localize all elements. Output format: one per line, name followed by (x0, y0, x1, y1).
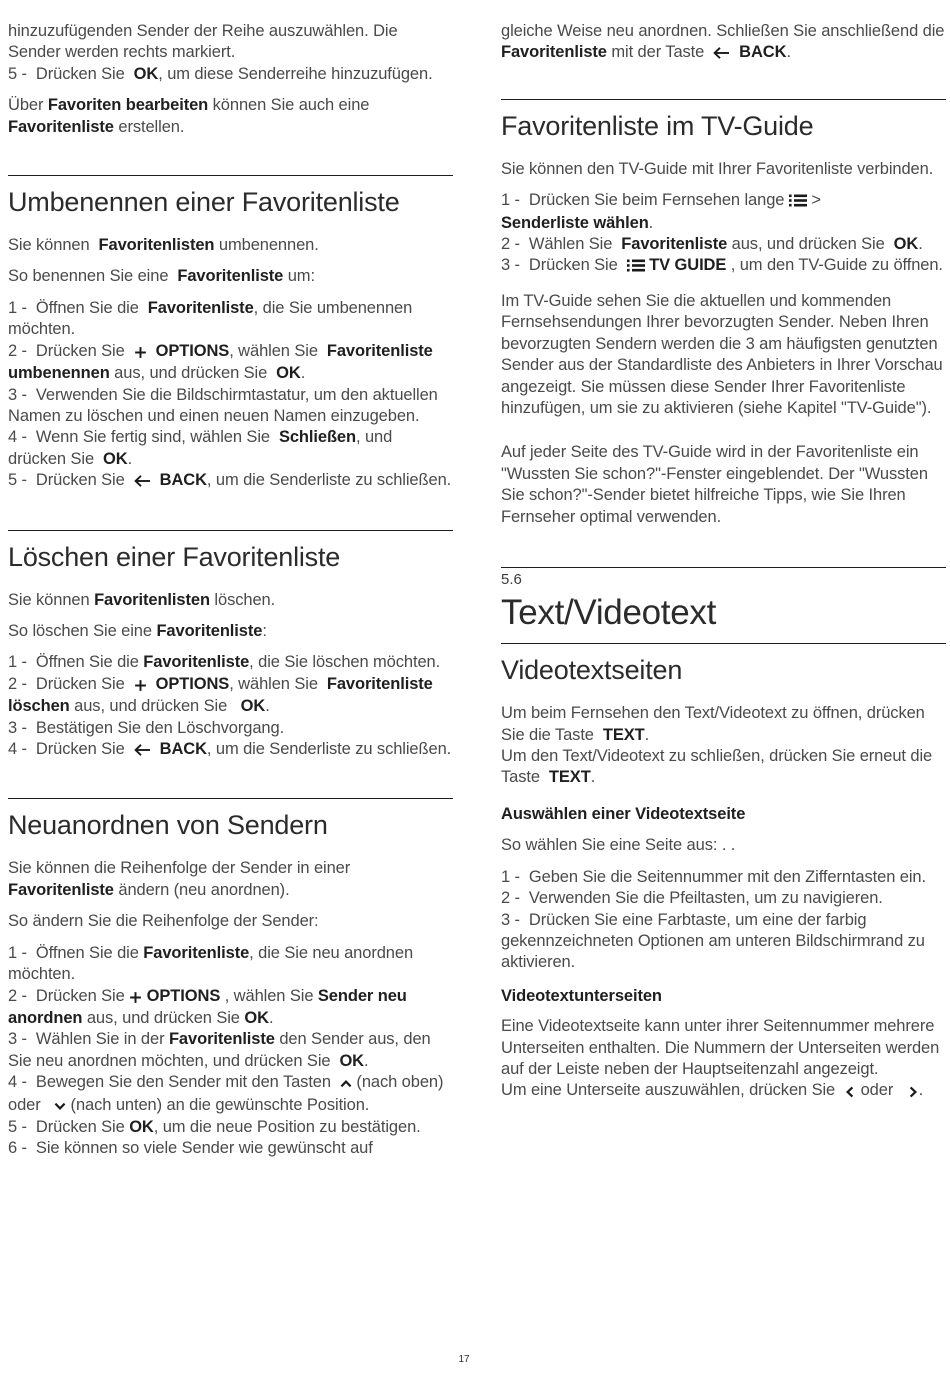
section-neuanordnen (8, 798, 453, 1159)
back-arrow-icon (713, 43, 730, 64)
section-heading-loeschen: Löschen einer Favoritenliste (8, 541, 341, 572)
body-paragraph: So ändern Sie die Reihenfolge der Sender: (8, 912, 319, 931)
plus-icon (129, 987, 142, 1008)
steps-list: 1 - Geben Sie die Seitennummer mit den Zifferntasten ein. 2 - Verwenden Sie die Pfeiltasten, um zu navigieren. 3 - Drücken Sie eine Farbtaste, um eine der farbig gekennzeichneten Optionen am unteren Bildschirmrand zu aktivieren. (501, 867, 926, 972)
section-videotextseiten (501, 655, 946, 1103)
chapter-text-videotext (501, 567, 946, 644)
chevron-down-icon (54, 1096, 66, 1117)
back-arrow-icon (134, 471, 151, 492)
body-paragraph: Sie können den TV-Guide mit Ihrer Favoritenliste verbinden. (501, 159, 934, 178)
body-paragraph: Um beim Fernsehen den Text/Videotext zu öffnen, drücken Sie die Taste TEXT. Um den Text/Videotext zu schließen, drücken Sie erneut die Taste TEXT. (501, 704, 933, 787)
section-divider (501, 99, 946, 100)
intro-paragraph: hinzuzufügenden Sender der Reihe auszuwählen. Die Sender werden rechts markiert. 5 - Drücken Sie OK, um diese Senderreihe hinzuzufügen. (8, 22, 433, 83)
channel-list-icon (627, 256, 645, 277)
steps-list: 1 - Öffnen Sie die Favoritenliste, die Sie neu anordnen möchten. 2 - Drücken Sie OPTIONS , wählen Sie Sender neu anordnen aus, und drücken Sie OK. 3 - Wählen Sie in der Favoritenliste den Sender aus, den Sie neu anordnen möchten, und drücken Sie OK. 4 - Bewegen Sie den Sender mit den Tasten (nach oben) oder (nach unten) an die gewünschte Position. 5 - Drücken Sie OK, um die neue Position zu bestätigen. 6 - Sie können so viele Sender wie gewünscht auf (8, 943, 444, 1158)
favoriten-bearbeiten-paragraph: Über Favoriten bearbeiten können Sie auch eine Favoritenliste erstellen. (8, 96, 370, 136)
body-paragraph: So wählen Sie eine Seite aus: . . (501, 836, 736, 855)
section-heading-tv-guide: Favoritenliste im TV-Guide (501, 110, 814, 141)
body-paragraph: So benennen Sie eine Favoritenliste um: (8, 267, 315, 286)
chapter-divider-top (501, 567, 946, 568)
body-paragraph: Eine Videotextseite kann unter ihrer Seitennummer mehrere Unterseiten enthalten. Die Nummern der Unterseiten werden auf der Leiste neben der Hauptseitenzahl angezeigt. Um eine Unterseite auszuwählen, drücken Sie oder . (501, 1016, 946, 1103)
section-heading-videotextseiten: Videotextseiten (501, 655, 683, 686)
section-heading-umbenennen: Umbenennen einer Favoritenliste (8, 187, 400, 218)
subheading-auswaehlen-videotextseite: Auswählen einer Videotextseite (501, 804, 746, 823)
section-loeschen (8, 530, 453, 762)
plus-icon (134, 342, 147, 363)
plus-icon (134, 675, 147, 696)
chevron-right-icon (907, 1081, 919, 1102)
body-paragraph: Sie können Favoritenlisten löschen. (8, 590, 276, 609)
subheading-videotextunterseiten: Videotextunterseiten (501, 986, 662, 1005)
body-paragraph: Im TV-Guide sehen Sie die aktuellen und kommenden Fernsehsendungen Ihrer bevorzugten Sender. Neben Ihren bevorzugten Sendern werden die 3 am häufigsten genutzten Sender aus der Standardliste des Anbieters in Ihrer Vorschau angezeigt. Sie müssen diese Sender Ihrer Favoritenliste hinzufügen, um sie zu aktivieren (siehe Kapitel "TV-Guide"). (501, 291, 943, 417)
back-arrow-icon (134, 740, 151, 761)
steps-list: 1 - Öffnen Sie die Favoritenliste, die Sie umbenennen möchten. 2 - Drücken Sie OPTIONS, wählen Sie Favoritenliste umbenennen aus, und drücken Sie OK. 3 - Verwenden Sie die Bildschirmtastatur, um den aktuellen Namen zu löschen und einen neuen Namen einzugeben. 4 - Wenn Sie fertig sind, wählen Sie Schließen, und drücken Sie OK. 5 - Drücken Sie BACK, um die Senderliste zu schließen. (8, 298, 453, 493)
channel-list-icon (789, 191, 807, 212)
continuation-paragraph: gleiche Weise neu anordnen. Schließen Sie anschließend die Favoritenliste mit der Taste BACK. (501, 21, 946, 65)
steps-list: 1 - Öffnen Sie die Favoritenliste, die Sie löschen möchten. 2 - Drücken Sie OPTIONS, wählen Sie Favoritenliste löschen aus, und drücken Sie OK. 3 - Bestätigen Sie den Löschvorgang. 4 - Drücken Sie BACK, um die Senderliste zu schließen. (8, 652, 453, 761)
body-paragraph: Auf jeder Seite des TV-Guide wird in der Favoritenliste ein "Wussten Sie schon?"-Fenster eingeblendet. Der "Wussten Sie schon?"-Sender bietet hilfreiche Tipps, wie Sie Ihren Fernseher optimal verwenden. (501, 443, 928, 526)
section-heading-neuanordnen: Neuanordnen von Sendern (8, 810, 328, 841)
page-number: 17 (458, 1354, 470, 1365)
chevron-left-icon (844, 1081, 856, 1102)
section-divider (8, 530, 453, 531)
body-paragraph: So löschen Sie eine Favoritenliste: (8, 622, 267, 640)
body-paragraph: Sie können die Reihenfolge der Sender in einer Favoritenliste ändern (neu anordnen). (8, 859, 351, 899)
section-divider (8, 175, 453, 176)
chevron-up-icon (340, 1073, 352, 1094)
chapter-title: Text/Videotext (501, 592, 717, 632)
chapter-divider-bottom (501, 643, 946, 644)
body-paragraph: Sie können Favoritenlisten umbenennen. (8, 236, 319, 255)
right-column (501, 0, 946, 1103)
section-divider (8, 798, 453, 799)
steps-list: 1 - Drücken Sie beim Fernsehen lange > Senderliste wählen. 2 - Wählen Sie Favoritenliste aus, und drücken Sie OK. 3 - Drücken Sie TV GUIDE , um den TV-Guide zu öffnen. (501, 190, 946, 278)
section-umbenennen (8, 175, 453, 493)
chapter-number: 5.6 (501, 570, 522, 588)
section-tv-guide (501, 99, 946, 528)
left-column (8, 0, 453, 1160)
